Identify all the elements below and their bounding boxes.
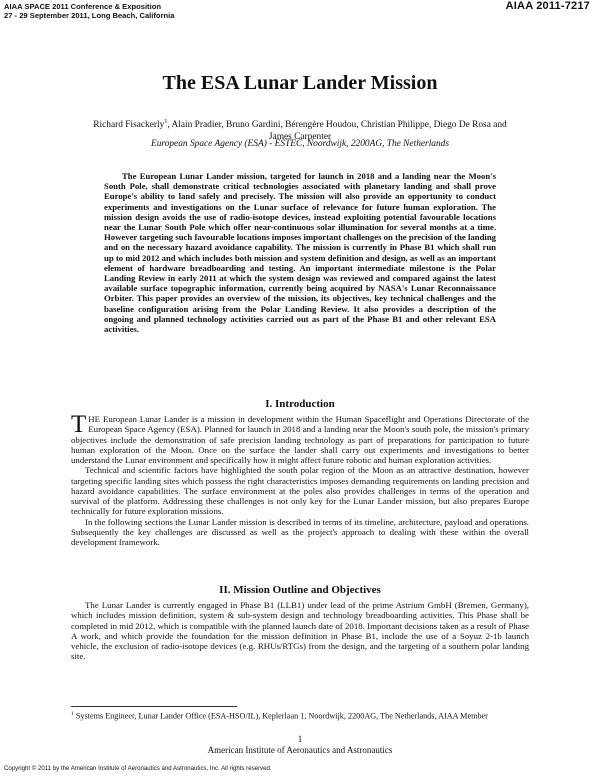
affiliation: European Space Agency (ESA) - ESTEC, Noordwijk, 2200AG, The Netherlands	[150, 139, 450, 149]
conference-dates: 27 - 29 September 2011, Long Beach, California	[4, 10, 175, 20]
paper-title: The ESA Lunar Lander Mission	[162, 72, 438, 94]
body-paragraph: Technical and scientific factors have highlighted the south polar region of the Moon as an attractive destination, however targeting specific landing sites which possess the right characteristics imposes demanding requirements on landing precision and hazard avoidance capabilities. The surface environment at the poles also provides challenges in terms of the operation and survival of the platform. Addressing these challenges is not only key for the Lunar Lander mission, but also prepares Europe technically for future exploration missions.	[71, 465, 529, 517]
copyright-notice: Copyright © 2011 by the American Institute of Aeronautics and Astronautics, Inc. All rights reserved.	[4, 765, 272, 772]
footnote-marker: 1	[164, 119, 168, 125]
conference-header	[4, 3, 304, 21]
publisher-name: American Institute of Aeronautics and Astronautics	[207, 745, 393, 755]
first-author: Richard Fisackerly	[93, 120, 165, 131]
footnote	[71, 710, 529, 721]
section-heading-introduction: I. Introduction	[265, 398, 335, 410]
paper-number: AIAA 2011-7217	[505, 0, 590, 12]
drop-cap: T	[71, 411, 87, 438]
abstract: The European Lunar Lander mission, targeted for launch in 2018 and a landing near the Moon's South Pole, shall demonstrate critical technologies associated with planetary landing and shall prove Europe's ability to land safely and precisely. The mission will also provide an opportunity to conduct experiments and investigations on the Lunar surface of relevance for future human exploration. The mission design avoids the use of radio-isotope devices, instead exploiting potential favourable locations near the Lunar South Pole which offer near-continuous solar illumination for several months at a time. However targeting such favourable locations imposes important challenges on the precision of the landing and on the necessary hazard avoidance capability. The mission is currently in Phase B1 which shall run up to mid 2012 and which includes both mission and system definition and design, as well as an important element of hardware breadboarding and testing. An important intermediate milestone is the Polar Landing Review in early 2011 at which the system design was reviewed and compared against the latest available surface topographic information, currently being acquired by NASA's Lunar Reconnaissance Orbiter. This paper provides an overview of the mission, its objectives, key technical challenges and the baseline configuration arising from the Polar Landing Review. It also provides a description of the ongoing and planned technology activities carried out as part of the Phase B1 and other relevant ESA activities.	[104, 171, 496, 335]
section-body-introduction	[71, 411, 529, 547]
footnote-text: Systems Engineer, Lunar Lander Office (ESA-HSO/IL), Keplerlaan 1, Noordwijk, 2200AG, The Netherlands, AIAA Member	[73, 711, 488, 721]
page-number: 1	[297, 734, 303, 744]
footnote-number: 1	[71, 711, 74, 717]
section-heading-mission-outline: II. Mission Outline and Objectives	[219, 584, 381, 596]
co-authors: , Alain Pradier, Bruno Gardini, Bérengère Houdou, Christian Philippe, Diego De Rosa and	[167, 120, 507, 131]
body-paragraph: In the following sections the Lunar Lander mission is described in terms of its timeline, architecture, payload and operations. Subsequently the key challenges are discussed as well as the project's approach to dealing with these within the overall development framework.	[71, 516, 529, 547]
body-paragraph: The Lunar Lander is currently engaged in Phase B1 (LLB1) under lead of the prime Astrium GmbH (Bremen, Germany), which includes mission definition, system & sub-system design and technology breadboarding activities. This Phase shall be completed in mid 2012, which is compatible with the planned launch date of 2018. Important decisions taken as a result of Phase A work, and which provide the foundation for the mission definition in Phase B1, include the use of a Soyuz 2-1b launch vehicle, the exclusion of radio-isotope devices (e.g. RHUs/RTGs) from the design, and the targeting of a southern polar landing site.	[71, 600, 529, 662]
footnote-separator	[71, 706, 237, 707]
section-body-mission-outline	[71, 600, 529, 662]
body-paragraph: THE European Lunar Lander is a mission in development within the Human Spaceflight and Operations Directorate of the European Space Agency (ESA). Planned for launch in 2018 and a landing near the Moon's south pole, the mission's primary objectives include the demonstration of safe precision landing technology as part of preparations for participation to future human exploration of the Moon. Once on the surface the lander shall carry out experiments and investigations to better understand the Lunar environment and specifically how it might affect future robotic and human exploration activities.	[71, 411, 529, 465]
conference-name: AIAA SPACE 2011 Conference & Exposition	[4, 2, 161, 11]
last-author: James Carpenter	[268, 131, 332, 142]
